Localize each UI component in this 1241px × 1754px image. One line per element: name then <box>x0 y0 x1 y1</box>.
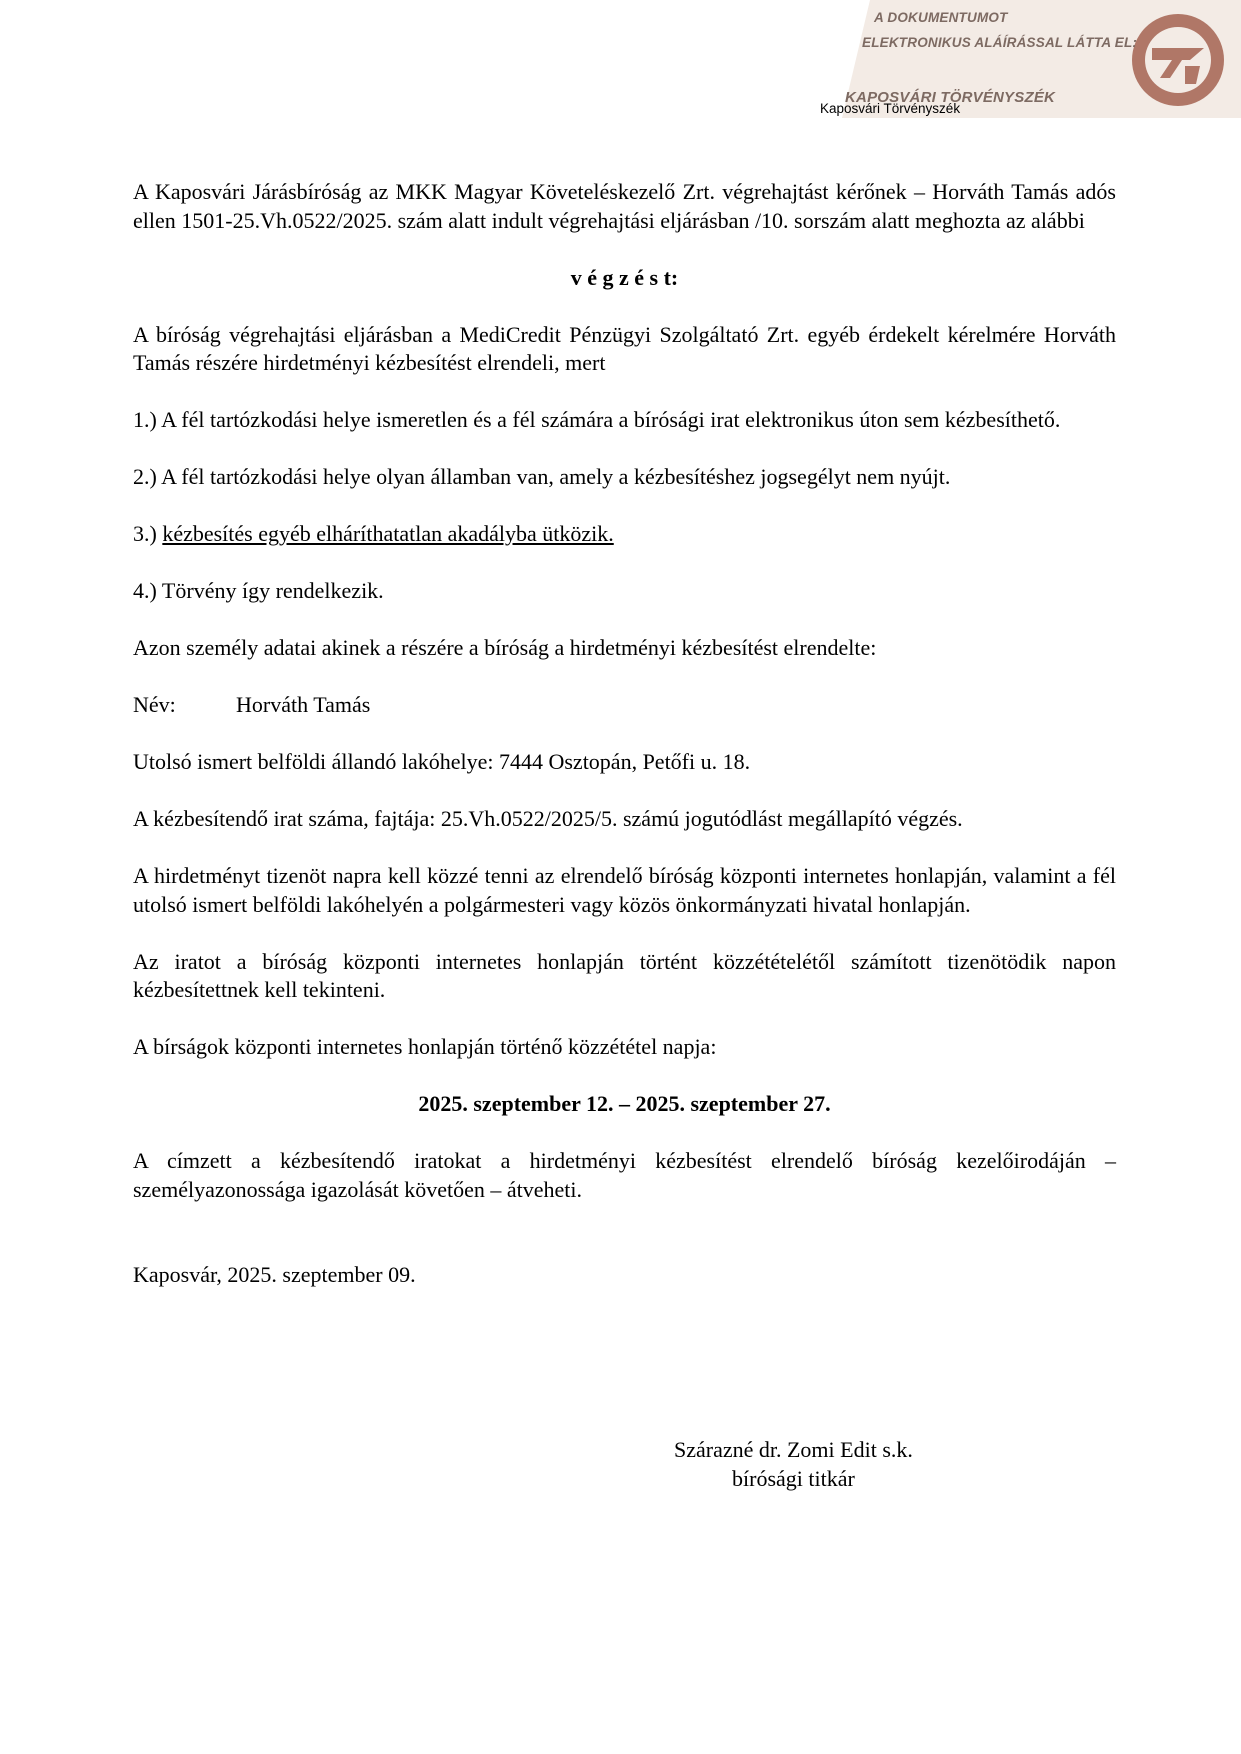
stamp-text-line2: ELEKTRONIKUS ALÁÍRÁSSAL LÁTTA EL: <box>862 35 1138 50</box>
publication-period: 2025. szeptember 12. – 2025. szeptember 27. <box>418 1091 831 1116</box>
reason-2: 2.) A fél tartózkodási helye olyan államban van, amely a kézbesítéshez jogsegélyt nem nyújt. <box>133 464 951 489</box>
pickup-paragraph: A címzett a kézbesítendő iratokat a hirdetményi kézbesítést elrendelő bíróság kezelőirodáján – személyazonossága igazolását követően – átveheti. <box>133 1148 1116 1202</box>
name-value: Horváth Tamás <box>236 692 371 717</box>
signature-name: Szárazné dr. Zomi Edit s.k. <box>674 1437 913 1462</box>
court-logo-icon <box>1132 14 1224 106</box>
name-label: Név: <box>133 692 176 717</box>
reason-4: 4.) Törvény így rendelkezik. <box>133 578 384 603</box>
signature-title: bírósági titkár <box>732 1465 855 1491</box>
order-paragraph: A bíróság végrehajtási eljárásban a MediCredit Pénzügyi Szolgáltató Zrt. egyéb érdekelt kérelmére Horváth Tamás részére hirdetményi kézbesítést elrendeli, mert <box>133 321 1116 375</box>
person-intro: Azon személy adatai akinek a részére a bíróság a hirdetményi kézbesítést elrendelte: <box>133 635 877 660</box>
publication-date-label: A bírságok központi internetes honlapján történő közzététel napja: <box>133 1034 717 1059</box>
ruling-heading: v é g z é s t: <box>570 264 679 290</box>
address-line: Utolsó ismert belföldi állandó lakóhelye: 7444 Osztopán, Petőfi u. 18. <box>133 749 751 774</box>
intro-paragraph: A Kaposvári Járásbíróság az MKK Magyar Követeléskezelő Zrt. végrehajtást kérőnek – Horváth Tamás adós ellen 1501-25.Vh.0522/2025. szám alatt indult végrehajtási eljárásban /10. sorszám alatt meghozta az alábbi <box>133 179 1116 233</box>
signature-block <box>674 1436 913 1493</box>
stamp-court-name: KAPOSVÁRI TÖRVÉNYSZÉK <box>845 89 1056 106</box>
stamp-signer: Kaposvári Törvényszék <box>820 101 961 116</box>
stamp-text-line1: A DOKUMENTUMOT <box>874 10 1008 25</box>
reason-3 <box>133 520 1116 549</box>
publish-paragraph: A hirdetményt tizenöt napra kell közzé tenni az elrendelő bíróság központi internetes honlapján, valamint a fél utolsó ismert belföldi lakóhelyén a polgármesteri vagy közös önkormányzati hivatal honlapján. <box>133 863 1116 917</box>
place-date: Kaposvár, 2025. szeptember 09. <box>133 1262 416 1287</box>
name-row <box>133 691 1116 720</box>
reason-3-text: kézbesítés egyéb elháríthatatlan akadályba ütközik. <box>162 521 614 546</box>
reason-1: 1.) A fél tartózkodási helye ismeretlen és a fél számára a bírósági irat elektronikus úton sem kézbesíthető. <box>133 407 1061 432</box>
document-line: A kézbesítendő irat száma, fajtája: 25.Vh.0522/2025/5. számú jogutódlást megállapító végzés. <box>133 806 963 831</box>
document-body <box>133 178 1116 1290</box>
delivered-paragraph: Az iratot a bíróság központi internetes honlapján történt közzétételétől számított tizenötödik napon kézbesítettnek kell tekinteni. <box>133 948 1116 1002</box>
reason-3-number: 3.) <box>133 521 163 546</box>
